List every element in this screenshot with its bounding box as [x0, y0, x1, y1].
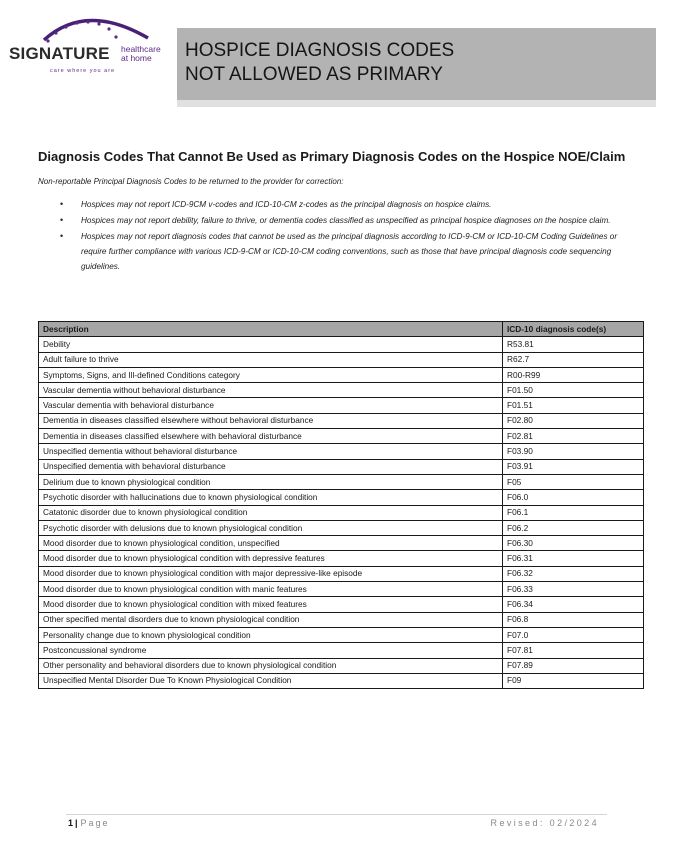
table-row [39, 474, 644, 489]
code-cell: F05 [503, 474, 644, 489]
table-row [39, 566, 644, 581]
rules-list [48, 197, 643, 275]
description-cell: Adult failure to thrive [39, 352, 503, 367]
column-header-code: ICD-10 diagnosis code(s) [503, 322, 644, 337]
code-cell: F06.0 [503, 490, 644, 505]
description-cell: Mood disorder due to known physiological condition, unspecified [39, 536, 503, 551]
table-row [39, 413, 644, 428]
logo-tagline: care where you are [50, 68, 116, 74]
code-cell: F01.51 [503, 398, 644, 413]
code-cell: F06.34 [503, 597, 644, 612]
code-cell: F06.32 [503, 566, 644, 581]
code-cell: F07.0 [503, 627, 644, 642]
table-row [39, 658, 644, 673]
table-row [39, 398, 644, 413]
description-cell: Mood disorder due to known physiological condition with manic features [39, 582, 503, 597]
diagnosis-codes-table [38, 321, 644, 689]
description-cell: Catatonic disorder due to known physiological condition [39, 505, 503, 520]
page-number: 1 [68, 818, 74, 828]
code-cell: F06.33 [503, 582, 644, 597]
description-cell: Psychotic disorder with delusions due to known physiological condition [39, 520, 503, 535]
code-cell: F06.2 [503, 520, 644, 535]
description-cell: Dementia in diseases classified elsewhere with behavioral disturbance [39, 429, 503, 444]
code-cell: F09 [503, 673, 644, 688]
table-row [39, 673, 644, 688]
section-heading: Diagnosis Codes That Cannot Be Used as Primary Diagnosis Codes on the Hospice NOE/Claim [38, 149, 626, 164]
code-cell: F07.89 [503, 658, 644, 673]
bullet-icon: • [60, 199, 64, 209]
description-cell: Unspecified dementia without behavioral disturbance [39, 444, 503, 459]
description-cell: Vascular dementia without behavioral disturbance [39, 383, 503, 398]
rule-text: Hospices may not report ICD-9CM v-codes and ICD-10-CM z-codes as the principal diagnosis on hospice claims. [81, 200, 492, 209]
table-row [39, 597, 644, 612]
document-title-box [177, 28, 656, 100]
column-header-description: Description [39, 322, 503, 337]
description-cell: Personality change due to known physiological condition [39, 627, 503, 642]
document-title [185, 39, 454, 87]
table-row [39, 505, 644, 520]
table-row [39, 643, 644, 658]
rule-text: Hospices may not report diagnosis codes that cannot be used as the principal diagnosis according to ICD-9-CM or ICD-10-CM Coding Guidelines or require further compliance with various ICD-9-CM or ICD-10-CM coding conventions, such as those that have principal diagnosis code sequencing guidelines. [81, 232, 618, 271]
description-cell: Dementia in diseases classified elsewhere without behavioral disturbance [39, 413, 503, 428]
description-cell: Psychotic disorder with hallucinations due to known physiological condition [39, 490, 503, 505]
code-cell: R62.7 [503, 352, 644, 367]
code-cell: F07.81 [503, 643, 644, 658]
code-cell: F03.90 [503, 444, 644, 459]
description-cell: Postconcussional syndrome [39, 643, 503, 658]
logo-subtitle-line2: at home [121, 52, 152, 63]
description-cell: Mood disorder due to known physiological condition with mixed features [39, 597, 503, 612]
code-cell: R00-R99 [503, 367, 644, 382]
description-cell: Symptoms, Signs, and Ill-defined Conditions category [39, 367, 503, 382]
description-cell: Mood disorder due to known physiological condition with depressive features [39, 551, 503, 566]
table-row [39, 367, 644, 382]
table-row [39, 459, 644, 474]
table-row [39, 520, 644, 535]
rule-text: Hospices may not report debility, failure to thrive, or dementia codes classified as unspecified as principal hospice diagnoses on the hospice claim. [81, 216, 611, 225]
code-cell: F06.1 [503, 505, 644, 520]
code-cell: F06.8 [503, 612, 644, 627]
table-row [39, 551, 644, 566]
description-cell: Other personality and behavioral disorders due to known physiological condition [39, 658, 503, 673]
footer-divider [66, 814, 607, 815]
description-cell: Delirium due to known physiological condition [39, 474, 503, 489]
table-row [39, 383, 644, 398]
code-cell: F06.30 [503, 536, 644, 551]
table-header-row [39, 322, 644, 337]
page-separator: | [75, 818, 78, 828]
description-cell: Unspecified Mental Disorder Due To Known Physiological Condition [39, 673, 503, 688]
code-cell: F02.81 [503, 429, 644, 444]
rule-item [48, 229, 643, 274]
description-cell: Debility [39, 337, 503, 352]
title-line-2: NOT ALLOWED AS PRIMARY [185, 64, 443, 85]
rule-item [48, 197, 643, 212]
bullet-icon: • [60, 215, 64, 225]
code-cell: F01.50 [503, 383, 644, 398]
page-indicator [68, 818, 110, 828]
title-line-1: HOSPICE DIAGNOSIS CODES [185, 40, 455, 61]
bullet-icon: • [60, 231, 64, 241]
rule-item [48, 213, 643, 228]
table-row [39, 627, 644, 642]
table-row [39, 429, 644, 444]
description-cell: Unspecified dementia with behavioral disturbance [39, 459, 503, 474]
table-row [39, 612, 644, 627]
code-cell: F06.31 [503, 551, 644, 566]
table-row [39, 490, 644, 505]
company-logo [4, 8, 172, 82]
table-row [39, 337, 644, 352]
logo-arc-icon [26, 8, 156, 44]
code-cell: F03.91 [503, 459, 644, 474]
logo-subtitle-line1: healthcare [121, 44, 161, 54]
logo-wordmark: SIGNATURE [9, 44, 110, 63]
description-cell: Mood disorder due to known physiological condition with major depressive-like episode [39, 566, 503, 581]
code-cell: F02.80 [503, 413, 644, 428]
table-row [39, 536, 644, 551]
table-row [39, 352, 644, 367]
logo-subtitle [121, 45, 161, 62]
description-cell: Vascular dementia with behavioral disturbance [39, 398, 503, 413]
title-underline-strip [177, 100, 656, 107]
table-row [39, 582, 644, 597]
page-label: Page [80, 818, 110, 828]
intro-text: Non-reportable Principal Diagnosis Codes to be returned to the provider for correction: [38, 177, 344, 186]
table-row [39, 444, 644, 459]
code-cell: R53.81 [503, 337, 644, 352]
description-cell: Other specified mental disorders due to known physiological condition [39, 612, 503, 627]
revision-date: Revised: 02/2024 [490, 818, 599, 828]
